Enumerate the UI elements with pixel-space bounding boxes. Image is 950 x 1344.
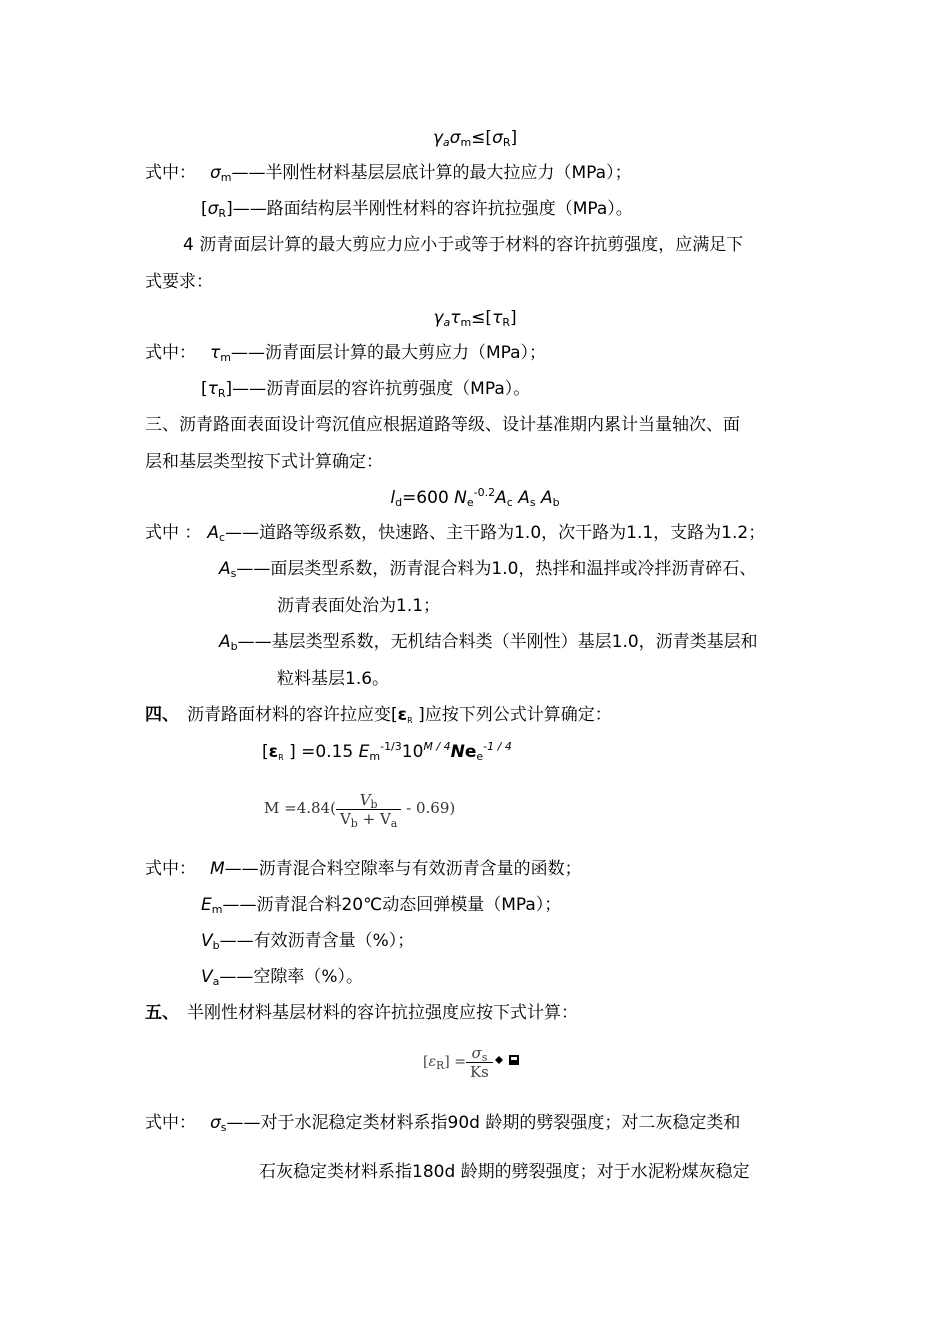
equation-allowable-tensile-strength: $[\varepsilon_R]$ = $\frac{\sigma_s}{Ks}$ — [423, 1040, 521, 1084]
definition-sigma-s: 式中： $\sigma_s——$对于水泥稳定类材料系指90d 龄期的劈裂强度；对二灰稳定类和 — [145, 1113, 741, 1134]
section-4-heading: 四、 沥青路面材料的容许拉应变[$\varepsilon_R$ ]应按下列公式计算确定： — [145, 705, 612, 725]
paragraph-4-line2: 式要求： — [145, 272, 213, 292]
definition-va: $V_a——$空隙率（%）。 — [201, 967, 364, 988]
definition-ab-continued: 粒料基层1.6。 — [277, 669, 390, 689]
section-3-line2: 层和基层类型按下式计算确定： — [145, 452, 383, 472]
definition-m: 式中： M——沥青混合料空隙率与有效沥青含量的函数； — [145, 859, 582, 879]
gamma-symbol: γ — [432, 128, 443, 148]
definition-sigma-m: 式中： $\sigma_m——$半刚性材料基层层底计算的最大拉应力（MPa）； — [145, 163, 632, 184]
equation-m-function: M =4.84( $\frac{V_b}{V_b + V_a}$ - 0.69) — [264, 790, 456, 830]
section-3-line1: 三、沥青路面表面设计弯沉值应根据道路等级、设计基准期内累计当量轴次、面 — [145, 415, 740, 435]
equation-deflection: $l_d=600$ $N_e^{-0.2}A_c$ $A_s$ $A_b$ — [390, 486, 560, 509]
definition-tau-m: 式中： $\tau_m——$沥青面层计算的最大剪应力（MPa）； — [145, 343, 547, 364]
definition-vb: $V_b——$有效沥青含量（%）； — [201, 931, 415, 952]
definition-tau-r: $[\tau_R]——$沥青面层的容许抗剪强度（MPa）。 — [201, 379, 531, 400]
section-5-heading: 五、 半刚性材料基层材料的容许抗拉强度应按下式计算： — [145, 1003, 578, 1023]
definition-ab: $A_b——$基层类型系数，无机结合料类（半刚性）基层1.0，沥青类基层和 — [219, 632, 758, 653]
paragraph-4-line1: 4 沥青面层计算的最大剪应力应小于或等于材料的容许抗剪强度，应满足下 — [183, 235, 744, 255]
definition-as-continued: 沥青表面处治为1.1； — [277, 596, 441, 616]
definition-sigma-s-continued: 石灰稳定类材料系指180d 龄期的劈裂强度；对于水泥粉煤灰稳定 — [259, 1162, 750, 1182]
definition-ac: 式中 ： $A_c——$道路等级系数，快速路、主干路为1.0，次干路为1.1，支路为1.2； — [145, 523, 766, 544]
definition-em: $E_m——$沥青混合料20℃动态回弹模量（MPa）； — [201, 895, 562, 916]
equation-allowable-strain: [$\varepsilon_R$ ] =0.15 $E_m^{-1/3}10^{M / 4}Ne_e^{-1 / 4}$ — [262, 740, 512, 763]
equation-shear-stress: $\gamma_a\tau_m\le[\tau_R]$ — [433, 308, 517, 329]
diamond-and-box-icon — [495, 1040, 521, 1084]
equation-tensile-stress: $\gamma_a\sigma_m\le[\sigma_R]$ — [432, 128, 518, 149]
definition-as: $A_s——$面层类型系数，沥青混合料为1.0，热拌和温拌或冷拌沥青碎石、 — [219, 559, 757, 580]
definition-sigma-r: $[\sigma_R]——$路面结构层半刚性材料的容许抗拉强度（MPa）。 — [201, 199, 633, 220]
